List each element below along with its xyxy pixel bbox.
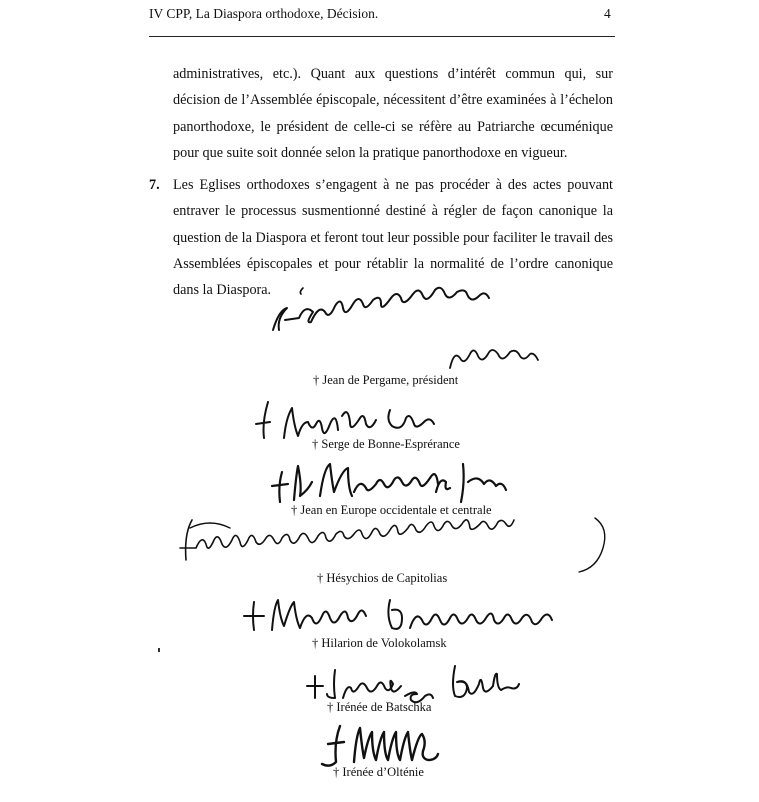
- text-line: Les Eglises orthodoxes s’engagent à ne pas procéder à des actes pouvant: [173, 177, 613, 193]
- signatory-caption: † Irénée d’Olténie: [333, 765, 424, 779]
- paragraph-continued: [173, 61, 613, 166]
- text-line: question de la Diaspora et feront tout leur possible pour faciliter le travail des: [173, 229, 613, 246]
- signature-jean-de-pergame: [265, 278, 565, 378]
- text-line: administratives, etc.). Quant aux questions d’intérêt commun qui, sur: [173, 66, 613, 82]
- signatory-caption: † Serge de Bonne-Esprérance: [312, 437, 460, 451]
- text-line: panorthodoxe, le président de celle-ci se réfère au Patriarche œcuménique: [173, 118, 613, 135]
- text-line: dans la Diaspora.: [173, 282, 272, 299]
- signatory-caption: † Hésychios de Capitolias: [317, 571, 448, 585]
- signatory-caption: † Irénée de Batschka: [327, 700, 432, 714]
- header-divider: [149, 36, 615, 37]
- signature-irenee-d-oltenie: [318, 720, 468, 770]
- signatory-caption: † Jean en Europe occidentale et centrale: [291, 503, 492, 517]
- text-line: décision de l’Assemblée épiscopale, nécessitent d’être examinées à l’échelon: [173, 92, 613, 109]
- signature-hilarion-de-volokolamsk: [240, 590, 585, 640]
- text-line: entraver le processus susmentionné destiné à régler de façon canonique la: [173, 203, 613, 220]
- text-line: pour que suite soit donnée selon la pratique panorthodoxe en vigueur.: [173, 144, 568, 161]
- page-number: 4: [604, 6, 611, 21]
- running-header-title: IV CPP, La Diaspora orthodoxe, Décision.: [149, 6, 379, 21]
- text-line: Assemblées épiscopales et pour rétablir la normalité de l’ordre canonique: [173, 255, 613, 272]
- signature-hesychios-de-capitolias: [170, 498, 615, 580]
- signatory-caption: † Hilarion de Volokolamsk: [312, 636, 447, 650]
- signatory-caption: † Jean de Pergame, président: [313, 373, 459, 387]
- stray-mark: [158, 648, 160, 652]
- paragraph-number: 7.: [149, 177, 160, 193]
